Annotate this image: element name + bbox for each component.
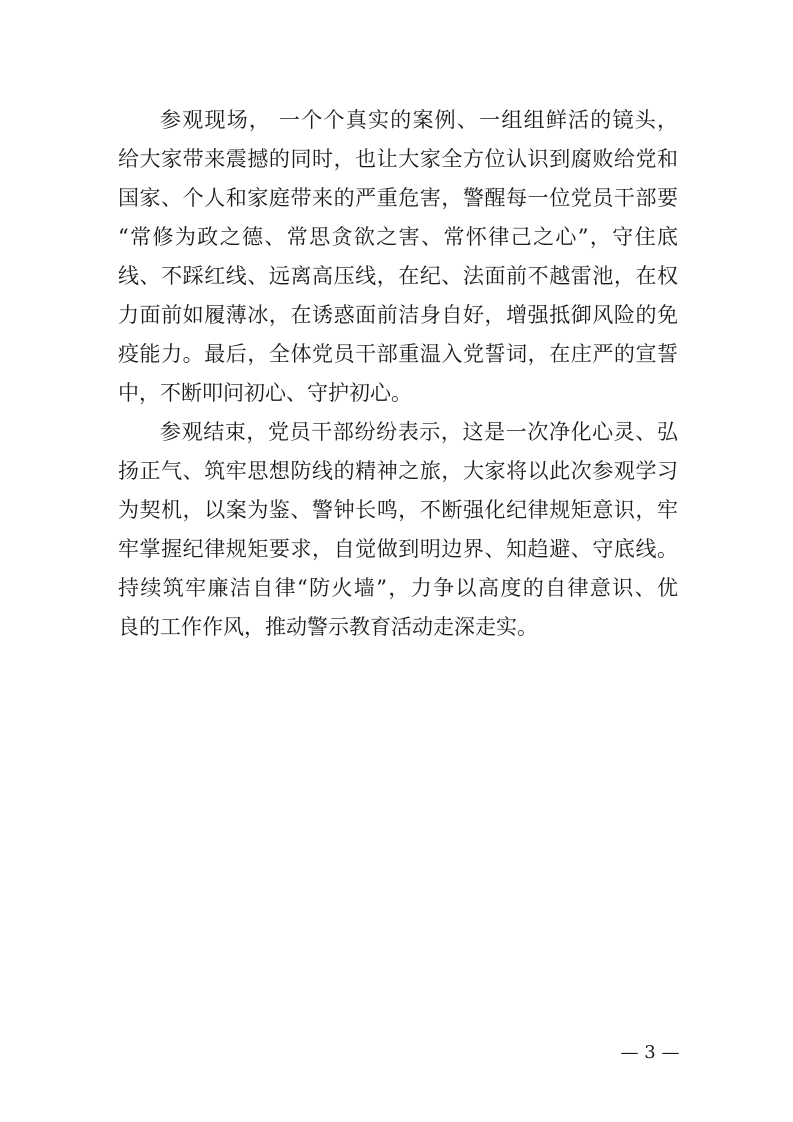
page-number: — 3 — (620, 1042, 680, 1063)
paragraph-2-line-5: 持续筑牢廉洁自律“防火墙”，力争以高度的自律意识、优 (118, 576, 678, 600)
paragraph-1-line-4: “常修为政之德、常思贪欲之害、常怀律己之心”，守住底 (118, 225, 678, 249)
paragraph-1-line-6: 力面前如履薄冰，在诱惑面前洁身自好，增强抵御风险的免 (118, 303, 678, 327)
paragraph-1-line-1: 参观现场， 一个个真实的案例、一组组鲜活的镜头， (160, 108, 678, 132)
paragraph-1-line-2: 给大家带来震撼的同时，也让大家全方位认识到腐败给党和 (118, 147, 678, 171)
paragraph-1-line-5: 线、不踩红线、远离高压线，在纪、法面前不越雷池，在权 (118, 264, 678, 288)
paragraph-1-line-7: 疫能力。最后，全体党员干部重温入党誓词，在庄严的宣誓 (118, 342, 678, 366)
paragraph-2-line-2: 扬正气、筑牢思想防线的精神之旅，大家将以此次参观学习 (118, 459, 678, 483)
paragraph-1-line-8: 中，不断叩问初心、守护初心。 (118, 381, 412, 405)
paragraph-2-line-1: 参观结束，党员干部纷纷表示，这是一次净化心灵、弘 (160, 420, 678, 444)
paragraph-2-line-4: 牢掌握纪律规矩要求，自觉做到明边界、知趋避、守底线。 (118, 537, 678, 561)
paragraph-2-line-3: 为契机，以案为鉴、警钟长鸣，不断强化纪律规矩意识，牢 (118, 498, 678, 522)
paragraph-1-line-3: 国家、个人和家庭带来的严重危害，警醒每一位党员干部要 (118, 186, 678, 210)
paragraph-2-line-6: 良的工作作风，推动警示教育活动走深走实。 (118, 615, 538, 639)
